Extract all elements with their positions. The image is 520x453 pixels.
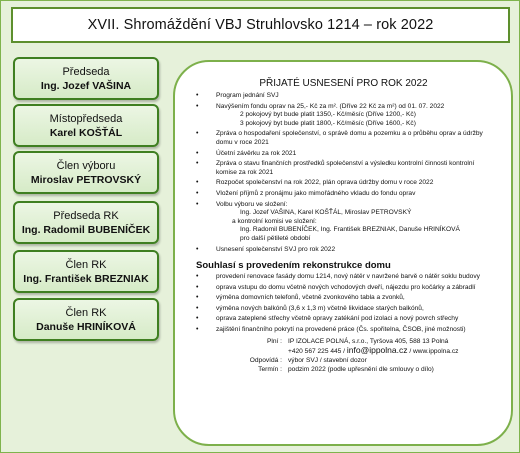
page-title: XVII. Shromáždění VBJ Struhlovsko 1214 – rok 2022 xyxy=(87,17,434,33)
board-member-name: Ing. Radomil BUBENÍČEK xyxy=(21,223,151,236)
resolutions-list xyxy=(192,92,495,254)
supervision-label: Odpovídá : xyxy=(249,356,282,364)
board-member-name: Ing. František BREZNIAK xyxy=(23,272,149,285)
list-item: • výměna nových balkónů (3,6 x 1,3 m) včetně likvidace starých balkónů, xyxy=(192,305,495,314)
supervision-value: výbor SVJ / stavební dozor xyxy=(288,356,367,364)
board-role: Člen výboru xyxy=(56,159,116,172)
board-card-rk-member xyxy=(13,298,159,341)
list-item: • Rozpočet společenství na rok 2022, plán oprava údržby domu v roce 2022 xyxy=(192,179,495,188)
contractor-info xyxy=(226,337,495,374)
board-member-name: Danuše HRINÍKOVÁ xyxy=(36,320,136,333)
board-role: Člen RK xyxy=(65,258,107,271)
list-item: • Usnesení společenství SVJ pro rok 2022 xyxy=(192,246,495,255)
list-item: • Volbu výboru ve složení: Ing. Jozef VAŠINA, Karel KOŠŤÁL, Miroslav PETROVSKÝ a kontrolní komisi ve složení: Ing. Radomil BUBENÍČEK, Ing. František BREZNIAK, Danuše HRINÍKOVÁ pro další pětileté období xyxy=(192,201,495,244)
contractor-email: info@ippolna.cz xyxy=(346,344,408,355)
list-item: • Program jednání SVJ xyxy=(192,92,495,101)
board-card-member xyxy=(13,151,159,194)
list-item: • Navýšením fondu oprav na 25,- Kč za m². (Dříve 22 Kč za m²) od 01. 07. 2022 2 pokojový byt bude platit 1350,- Kč/měsíc (Dříve 1200,- Kč) 3 pokojový byt bude platit 1800,- Kč/měsíc (Dříve 1600,- Kč) xyxy=(192,103,495,129)
board-member-name: Karel KOŠŤÁL xyxy=(49,126,123,139)
board-card-chairman xyxy=(13,57,159,100)
list-item: • oprava zateplené střechy včetně opravy zatékání pod izolaci a nový povrch střechy xyxy=(192,315,495,324)
board-member-name: Ing. Jozef VAŠINA xyxy=(40,79,132,92)
contractor-web: / www.ippolna.cz xyxy=(409,347,459,355)
contractor-address: IP IZOLACE POLNÁ, s.r.o., Tyršova 405, 588 13 Polná xyxy=(288,337,449,345)
election-detail: a kontrolní komisi ve složení: xyxy=(232,217,317,225)
list-item: • zajištění finančního pokrytí na provedené práce (Čs. spořitelna, ČSOB, jiné možnosti) xyxy=(192,326,495,335)
resolutions-title: PŘIJATÉ USNESENÍ PRO ROK 2022 xyxy=(259,78,428,89)
board-role: Předseda xyxy=(62,65,110,78)
list-item: • Vložení příjmů z pronájmu jako mimořádného vkladu do fondu oprav xyxy=(192,190,495,199)
board-member-name: Miroslav PETROVSKÝ xyxy=(30,173,142,186)
term-label: Termín : xyxy=(258,365,282,373)
resolutions-panel xyxy=(173,60,513,446)
contractor-phone: +420 567 225 445 / xyxy=(288,347,346,355)
title-banner xyxy=(11,7,510,43)
fund-detail: 2 pokojový byt bude platit 1350,- Kč/měsíc (Dříve 1200,- Kč) xyxy=(240,111,416,119)
board-card-rk-member xyxy=(13,250,159,293)
term-value: podzim 2022 (podle upřesnění dle smlouvy o dílo) xyxy=(288,365,434,373)
list-item: • výměna domovních telefonů, včetně zvonkového tabla a zvonků, xyxy=(192,294,495,303)
board-role: Místopředseda xyxy=(49,112,123,125)
board-card-vice-chairman xyxy=(13,104,159,147)
list-item: • provedení renovace fasády domu 1214, nový nátěr v navržené barvě o nátěr soklu budovy xyxy=(192,273,495,282)
election-detail: pro další pětileté období xyxy=(240,234,311,242)
election-detail: Ing. Jozef VAŠINA, Karel KOŠŤÁL, Miroslav PETROVSKÝ xyxy=(240,209,412,217)
list-item: • Zpráva o stavu finančních prostředků společenství a výsledku kontrolní činnosti kontrolní komise za rok 2021 xyxy=(192,160,495,177)
election-detail: Ing. Radomil BUBENÍČEK, Ing. František BREZNIAK, Danuše HRINÍKOVÁ xyxy=(240,226,460,234)
board-card-rk-chairman xyxy=(13,201,159,244)
fund-detail: 3 pokojový byt bude platit 1800,- Kč/měsíc (Dříve 1600,- Kč) xyxy=(240,119,416,127)
board-role: Člen RK xyxy=(65,306,107,319)
list-item: • oprava vstupu do domu včetně nových vchodových dveří, nájezdu pro kočárky a zábradlí xyxy=(192,284,495,293)
list-item: • Zpráva o hospodaření společenství, o správě domu a pozemku a o průběhu oprav a údržby domu v roce 2021 xyxy=(192,130,495,147)
list-item: • Účetní závěrku za rok 2021 xyxy=(192,150,495,159)
board-role: Předseda RK xyxy=(53,209,119,222)
renovation-list xyxy=(192,273,495,335)
contractor-label: Plní : xyxy=(266,337,282,345)
renovation-title: Souhlasí s provedením rekonstrukce domu xyxy=(196,260,391,272)
